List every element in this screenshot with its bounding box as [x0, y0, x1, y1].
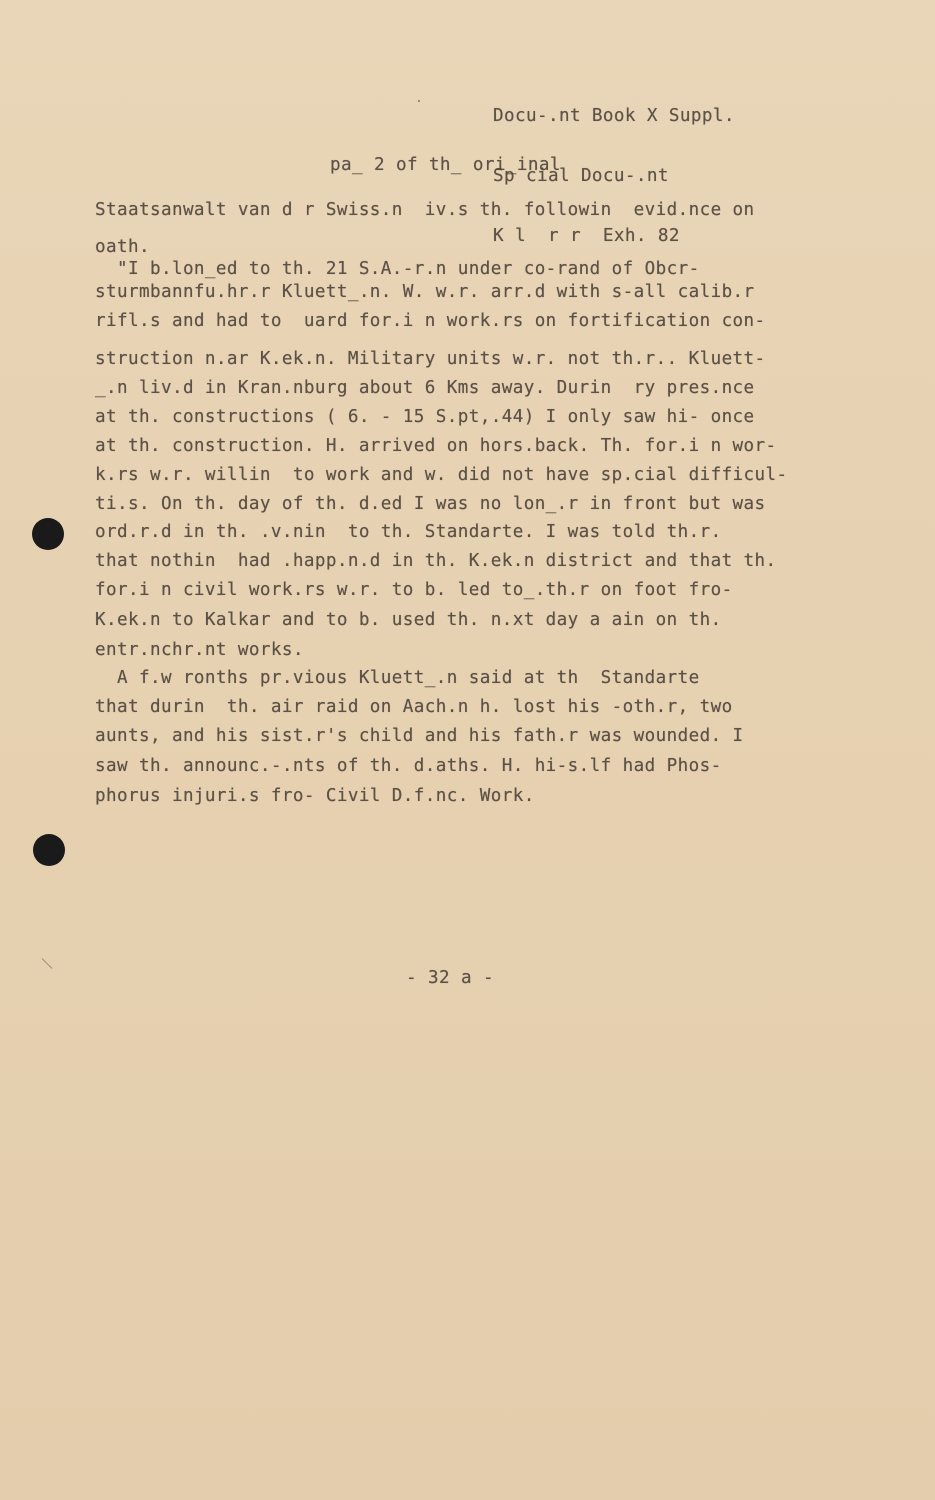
text-line: ti.s. On th. day of th. d.ed I was no lon_.r in front but was [95, 494, 766, 514]
text-line: that durin th. air raid on Aach.n h. lost his -oth.r, two [95, 697, 733, 717]
header-line-1: Docu-.nt Book X Suppl. [493, 106, 735, 126]
text-line: "I b.lon_ed to th. 21 S.A.-r.n under co-rand of Obcr- [95, 259, 700, 279]
text-line: oath. [95, 237, 150, 257]
header-line-3: K l r r Exh. 82 [493, 226, 680, 246]
page-number: - 32 a - [406, 968, 494, 988]
header-line-2: Sp cial Docu-.nt [493, 166, 669, 186]
text-line: k.rs w.r. willin to work and w. did not have sp.cial difficul- [95, 465, 788, 485]
text-line: K.ek.n to Kalkar and to b. used th. n.xt day a ain on th. [95, 610, 722, 630]
punch-hole-bottom [33, 834, 65, 866]
punch-hole-top [32, 518, 64, 550]
text-line: Staatsanwalt van d r Swiss.n iv.s th. followin evid.nce on [95, 200, 755, 220]
paper-scratch [42, 958, 53, 969]
text-line: _.n liv.d in Kran.nburg about 6 Kms away. Durin ry pres.nce [95, 378, 755, 398]
text-line: A f.w ronths pr.vious Kluett_.n said at th Standarte [95, 668, 700, 688]
text-line: sturmbannfu.hr.r Kluett_.n. W. w.r. arr.d with s-all calib.r [95, 282, 755, 302]
text-line: ord.r.d in th. .v.nin to th. Standarte. I was told th.r. [95, 522, 722, 542]
text-line: at th. construction. H. arrived on hors.back. Th. for.i n wor- [95, 436, 777, 456]
page-reference: pa_ 2 of th_ ori_inal [330, 155, 561, 175]
text-line: rifl.s and had to uard for.i n work.rs on fortification con- [95, 311, 766, 331]
text-line: aunts, and his sist.r's child and his fath.r was wounded. I [95, 726, 744, 746]
text-line: that nothin had .happ.n.d in th. K.ek.n district and that th. [95, 551, 777, 571]
testimony-text [95, 200, 855, 806]
text-line: at th. constructions ( 6. - 15 S.pt,.44) I only saw hi- once [95, 407, 755, 427]
text-line: entr.nchr.nt works. [95, 640, 304, 660]
text-line: struction n.ar K.ek.n. Military units w.r. not th.r.. Kluett- [95, 349, 766, 369]
paper-speck [418, 100, 420, 102]
text-line: phorus injuri.s fro- Civil D.f.nc. Work. [95, 786, 535, 806]
text-line: saw th. announc.-.nts of th. d.aths. H. hi-s.lf had Phos- [95, 756, 722, 776]
text-line: for.i n civil work.rs w.r. to b. led to_.th.r on foot fro- [95, 580, 733, 600]
